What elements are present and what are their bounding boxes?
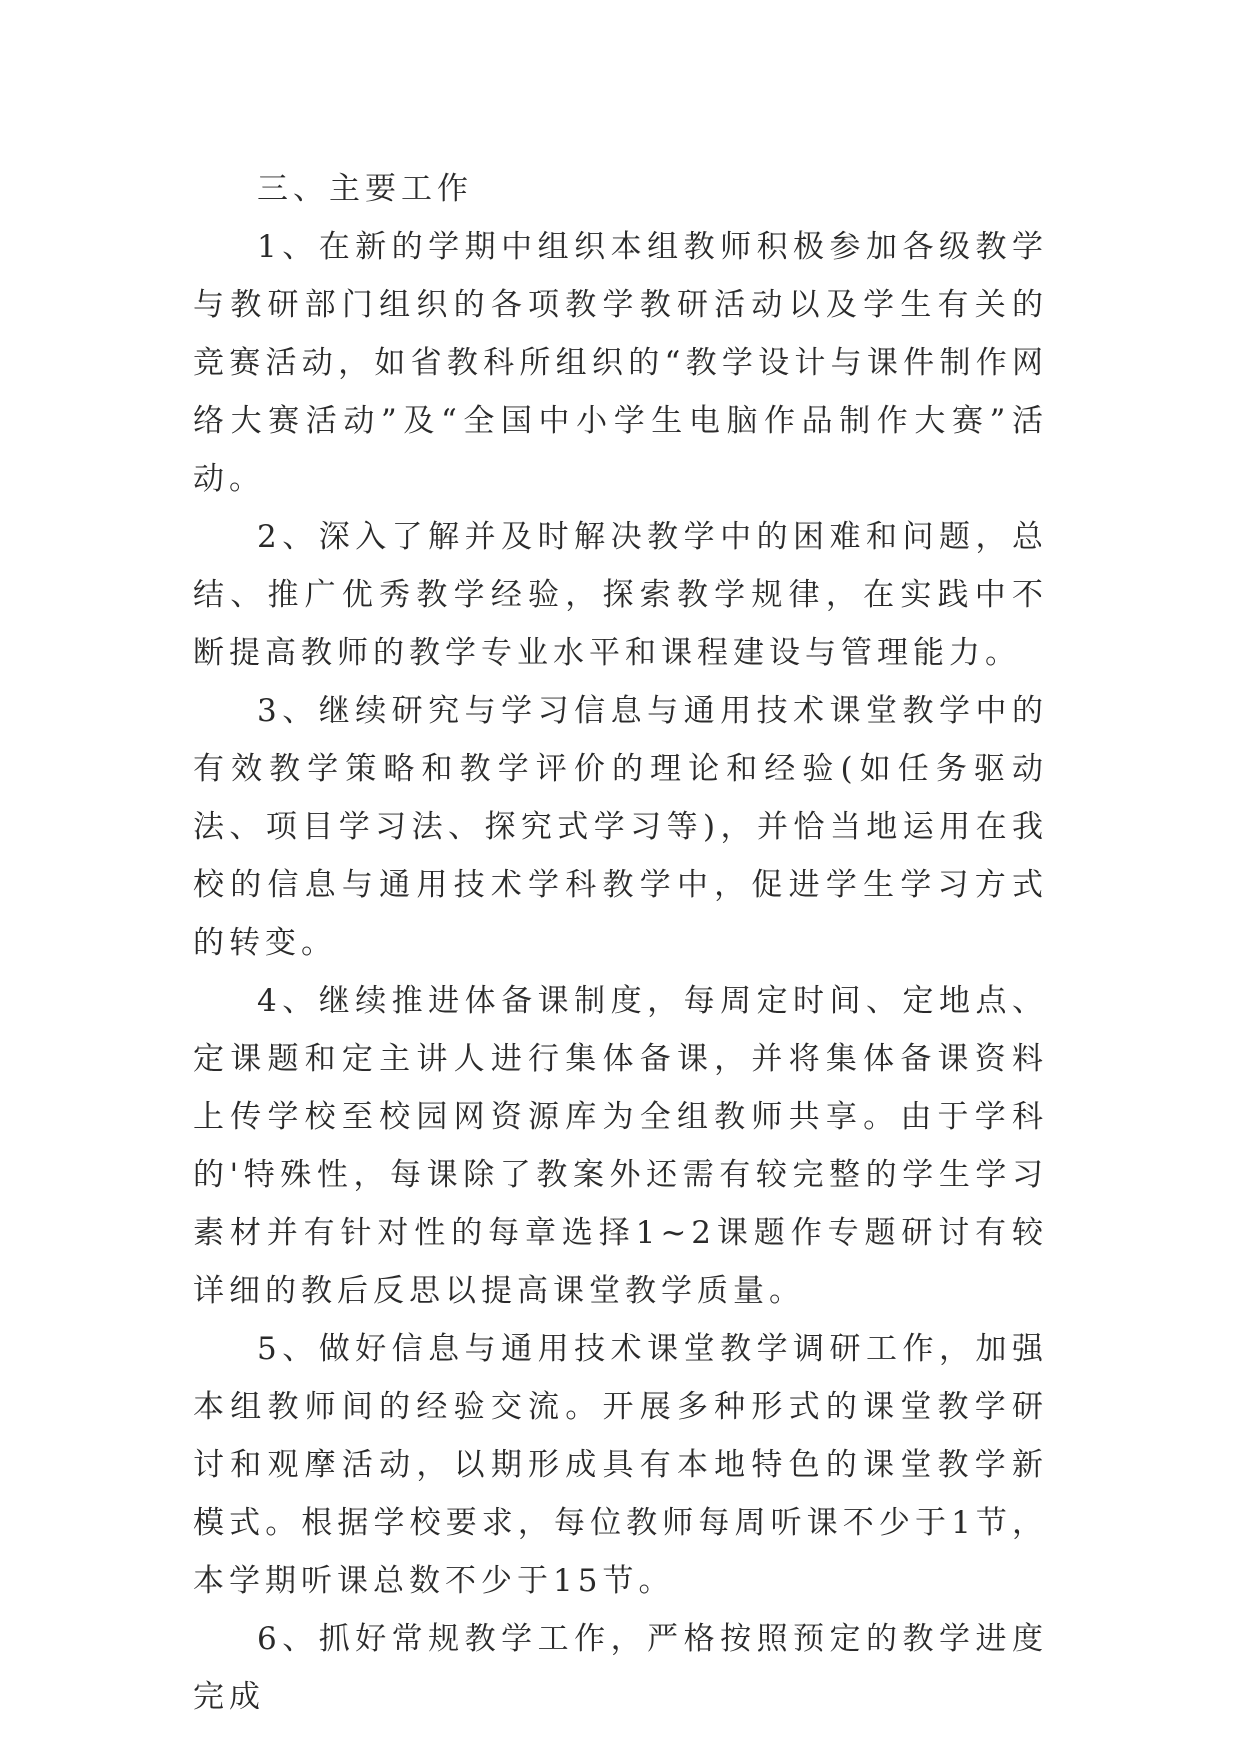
paragraph-4: 4、继续推进体备课制度，每周定时间、定地点、定课题和定主讲人进行集体备课，并将集体备课资料上传学校至校园网资源库为全组教师共享。由于学科的'特殊性，每课除了教案外还需有较完整的学生学习素材并有针对性的每章选择1~2课题作专题研讨有较详细的教后反思以提高课堂教学质量。: [193, 983, 1048, 1309]
paragraph-3: 3、继续研究与学习信息与通用技术课堂教学中的有效教学策略和教学评价的理论和经验(如任务驱动法、项目学习法、探究式学习等)，并恰当地运用在我校的信息与通用技术学科教学中，促进学生学习方式的转变。: [193, 693, 1048, 961]
document-body: [193, 160, 1048, 1726]
paragraph-6: 6、抓好常规教学工作，严格按照预定的教学进度完成: [193, 1621, 1048, 1715]
paragraph-5: 5、做好信息与通用技术课堂教学调研工作，加强本组教师间的经验交流。开展多种形式的课堂教学研讨和观摩活动，以期形成具有本地特色的课堂教学新模式。根据学校要求，每位教师每周听课不少于1节，本学期听课总数不少于15节。: [193, 1331, 1048, 1599]
paragraph-1: 1、在新的学期中组织本组教师积极参加各级教学与教研部门组织的各项教学教研活动以及学生有关的竞赛活动，如省教科所组织的“教学设计与课件制作网络大赛活动”及“全国中小学生电脑作品制作大赛”活动。: [193, 229, 1048, 497]
section-heading: 三、主要工作: [257, 171, 473, 207]
paragraph-2: 2、深入了解并及时解决教学中的困难和问题，总结、推广优秀教学经验，探索教学规律，在实践中不断提高教师的教学专业水平和课程建设与管理能力。: [193, 519, 1048, 671]
